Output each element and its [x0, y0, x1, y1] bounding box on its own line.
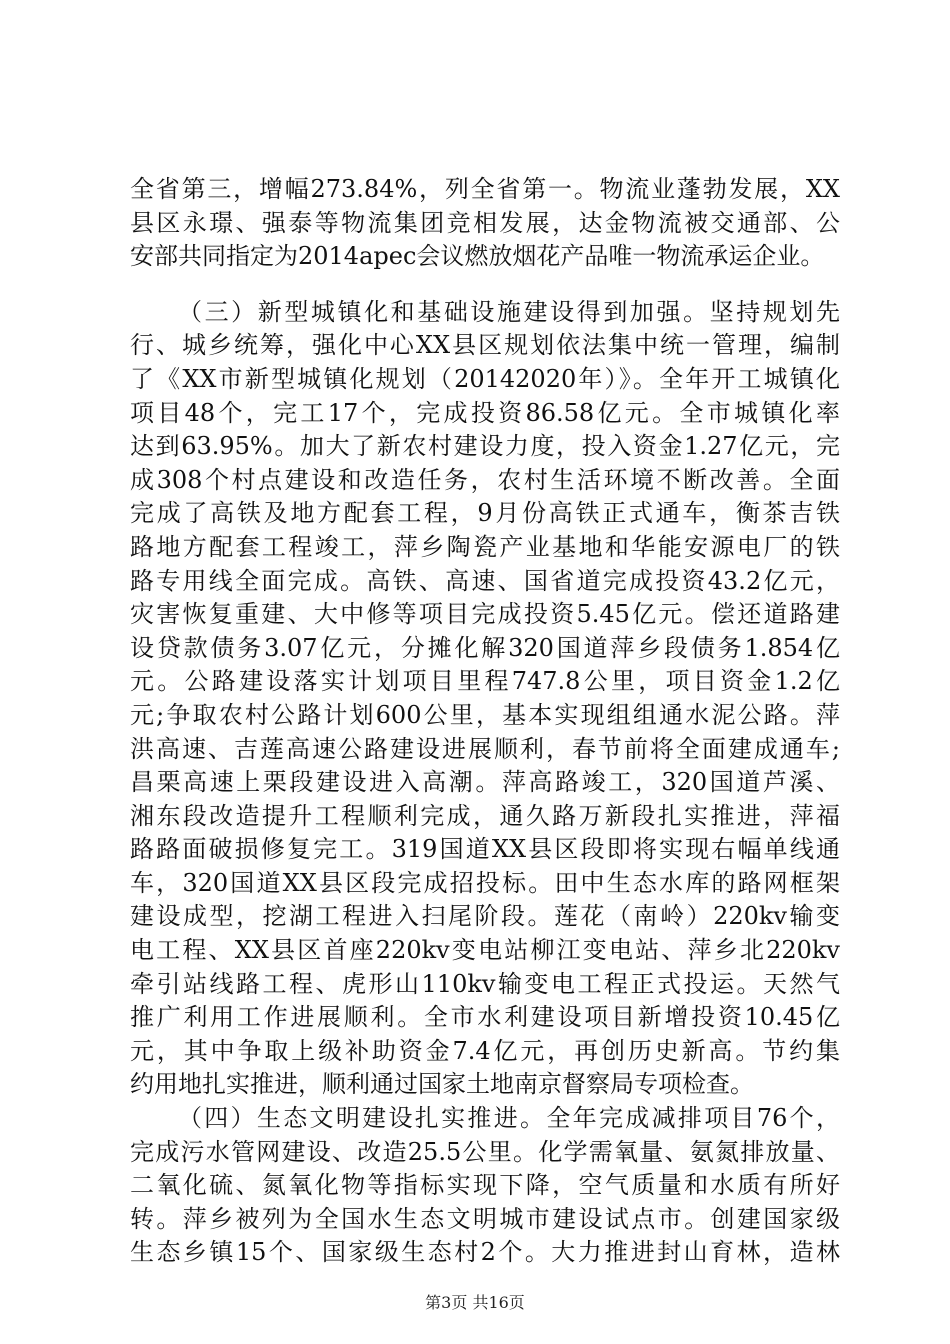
- text-line: 了《XX市新型城镇化规划（20142020年）》。全年开工城镇化: [130, 364, 840, 393]
- text-line: 设贷款债务3.07亿元，分摊化解320国道萍乡段债务1.854亿: [130, 633, 840, 662]
- text-line: 路路面破损修复完工。319国道XX县区段即将实现右幅单线通: [130, 835, 840, 864]
- text-line: 生态乡镇15个、国家级生态村2个。大力推进封山育林，造林: [130, 1238, 840, 1267]
- page-number-label: 第3页 共16页: [425, 1293, 525, 1312]
- text-line: 昌栗高速上栗段建设进入高潮。萍高路竣工，320国道芦溪、: [130, 768, 840, 797]
- text-line: 转。萍乡被列为全国水生态文明城市建设试点市。创建国家级: [130, 1204, 840, 1233]
- paragraph-ecological-civilization: [130, 1102, 840, 1270]
- text-line: 灾害恢复重建、大中修等项目完成投资5.45亿元。偿还道路建: [130, 600, 840, 629]
- text-line: 路地方配套工程竣工，萍乡陶瓷产业基地和华能安源电厂的铁: [130, 532, 840, 561]
- text-line: 二氧化硫、氮氧化物等指标实现下降，空气质量和水质有所好: [130, 1171, 840, 1200]
- text-line: 成308个村点建设和改造任务，农村生活环境不断改善。全面: [130, 465, 840, 494]
- paragraph-gap: [130, 274, 840, 296]
- text-line: 元，其中争取上级补助资金7.4亿元，再创历史新高。节约集: [130, 1036, 840, 1065]
- text-line: 行、城乡统筹，强化中心XX县区规划依法集中统一管理，编制: [130, 331, 840, 360]
- text-line: 完成污水管网建设、改造25.5公里。化学需氧量、氨氮排放量、: [130, 1137, 840, 1166]
- text-line: 元;争取农村公路计划600公里，基本实现组组通水泥公路。萍: [130, 700, 840, 729]
- text-line: 达到63.95%。加大了新农村建设力度，投入资金1.27亿元，完: [130, 432, 840, 461]
- text-line: （三）新型城镇化和基础设施建设得到加强。坚持规划先: [178, 297, 840, 326]
- text-line: 电工程、XX县区首座220kv变电站柳江变电站、萍乡北220kv: [130, 936, 840, 965]
- text-line: 湘东段改造提升工程顺利完成，通久路万新段扎实推进，萍福: [130, 801, 840, 830]
- text-line: 建设成型，挖湖工程进入扫尾阶段。莲花（南岭）220kv输变: [130, 902, 840, 931]
- text-line: 完成了高铁及地方配套工程，9月份高铁正式通车，衡茶吉铁: [130, 499, 840, 528]
- text-line: 项目48个，完工17个，完成投资86.58亿元。全市城镇化率: [130, 398, 840, 427]
- text-line: 路专用线全面完成。高铁、高速、国省道完成投资43.2亿元，: [130, 566, 840, 595]
- paragraph-urbanization-infrastructure: [130, 296, 840, 1102]
- text-line: 元。公路建设落实计划项目里程747.8公里，项目资金1.2亿: [130, 667, 840, 696]
- text-line: 推广利用工作进展顺利。全市水利建设项目新增投资10.45亿: [130, 1003, 840, 1032]
- text-line: 洪高速、吉莲高速公路建设进展顺利，春节前将全面建成通车;: [130, 734, 840, 763]
- text-line: 牵引站线路工程、虎形山110kv输变电工程正式投运。天然气: [130, 969, 840, 998]
- text-line: 全省第三，增幅273.84%，列全省第一。物流业蓬勃发展，XX: [130, 175, 840, 203]
- text-line: 安部共同指定为2014apec会议燃放烟花产品唯一物流承运企业。: [130, 242, 825, 271]
- text-line: 约用地扎实推进，顺利通过国家土地南京督察局专项检查。: [130, 1070, 754, 1099]
- text-line: （四）生态文明建设扎实推进。全年完成减排项目76个，: [178, 1104, 840, 1133]
- text-line: 车，320国道XX县区段完成招投标。田中生态水库的路网框架: [130, 868, 840, 897]
- document-body: [130, 173, 840, 1270]
- paragraph-continued: [130, 173, 840, 274]
- page-footer: [0, 1290, 950, 1313]
- text-line: 县区永璟、强泰等物流集团竞相发展，达金物流被交通部、公: [130, 208, 840, 237]
